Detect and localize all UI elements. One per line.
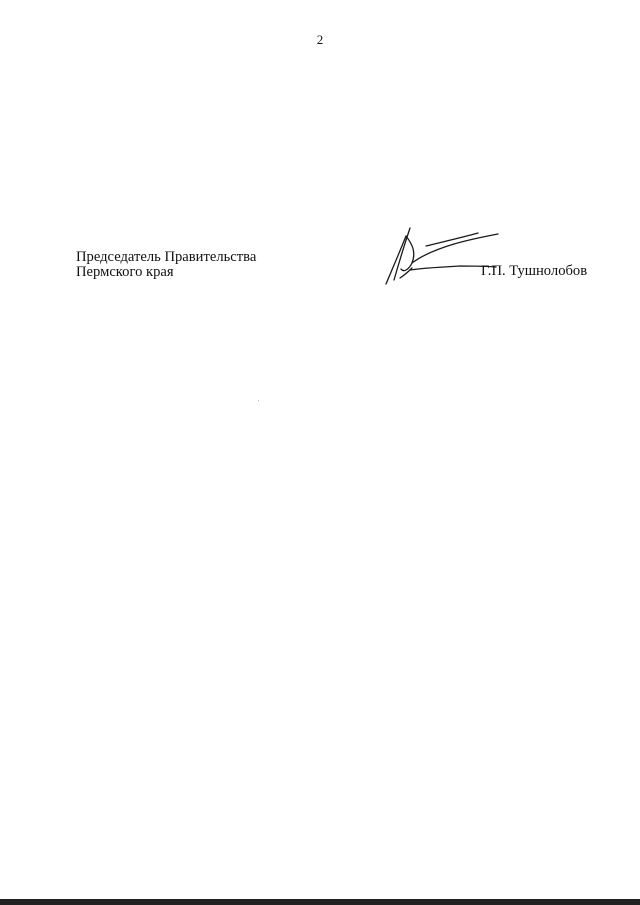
signatory-position — [76, 250, 256, 280]
signer-name: Г.П. Тушнолобов — [481, 263, 588, 279]
scan-speck — [258, 400, 259, 401]
page-number: 2 — [316, 32, 324, 47]
scan-bottom-edge — [0, 899, 640, 905]
signatory-position-line-1: Председатель Правительства — [76, 249, 257, 265]
signatory-position-line-2: Пермского края — [76, 264, 174, 280]
handwritten-signature — [382, 222, 502, 292]
